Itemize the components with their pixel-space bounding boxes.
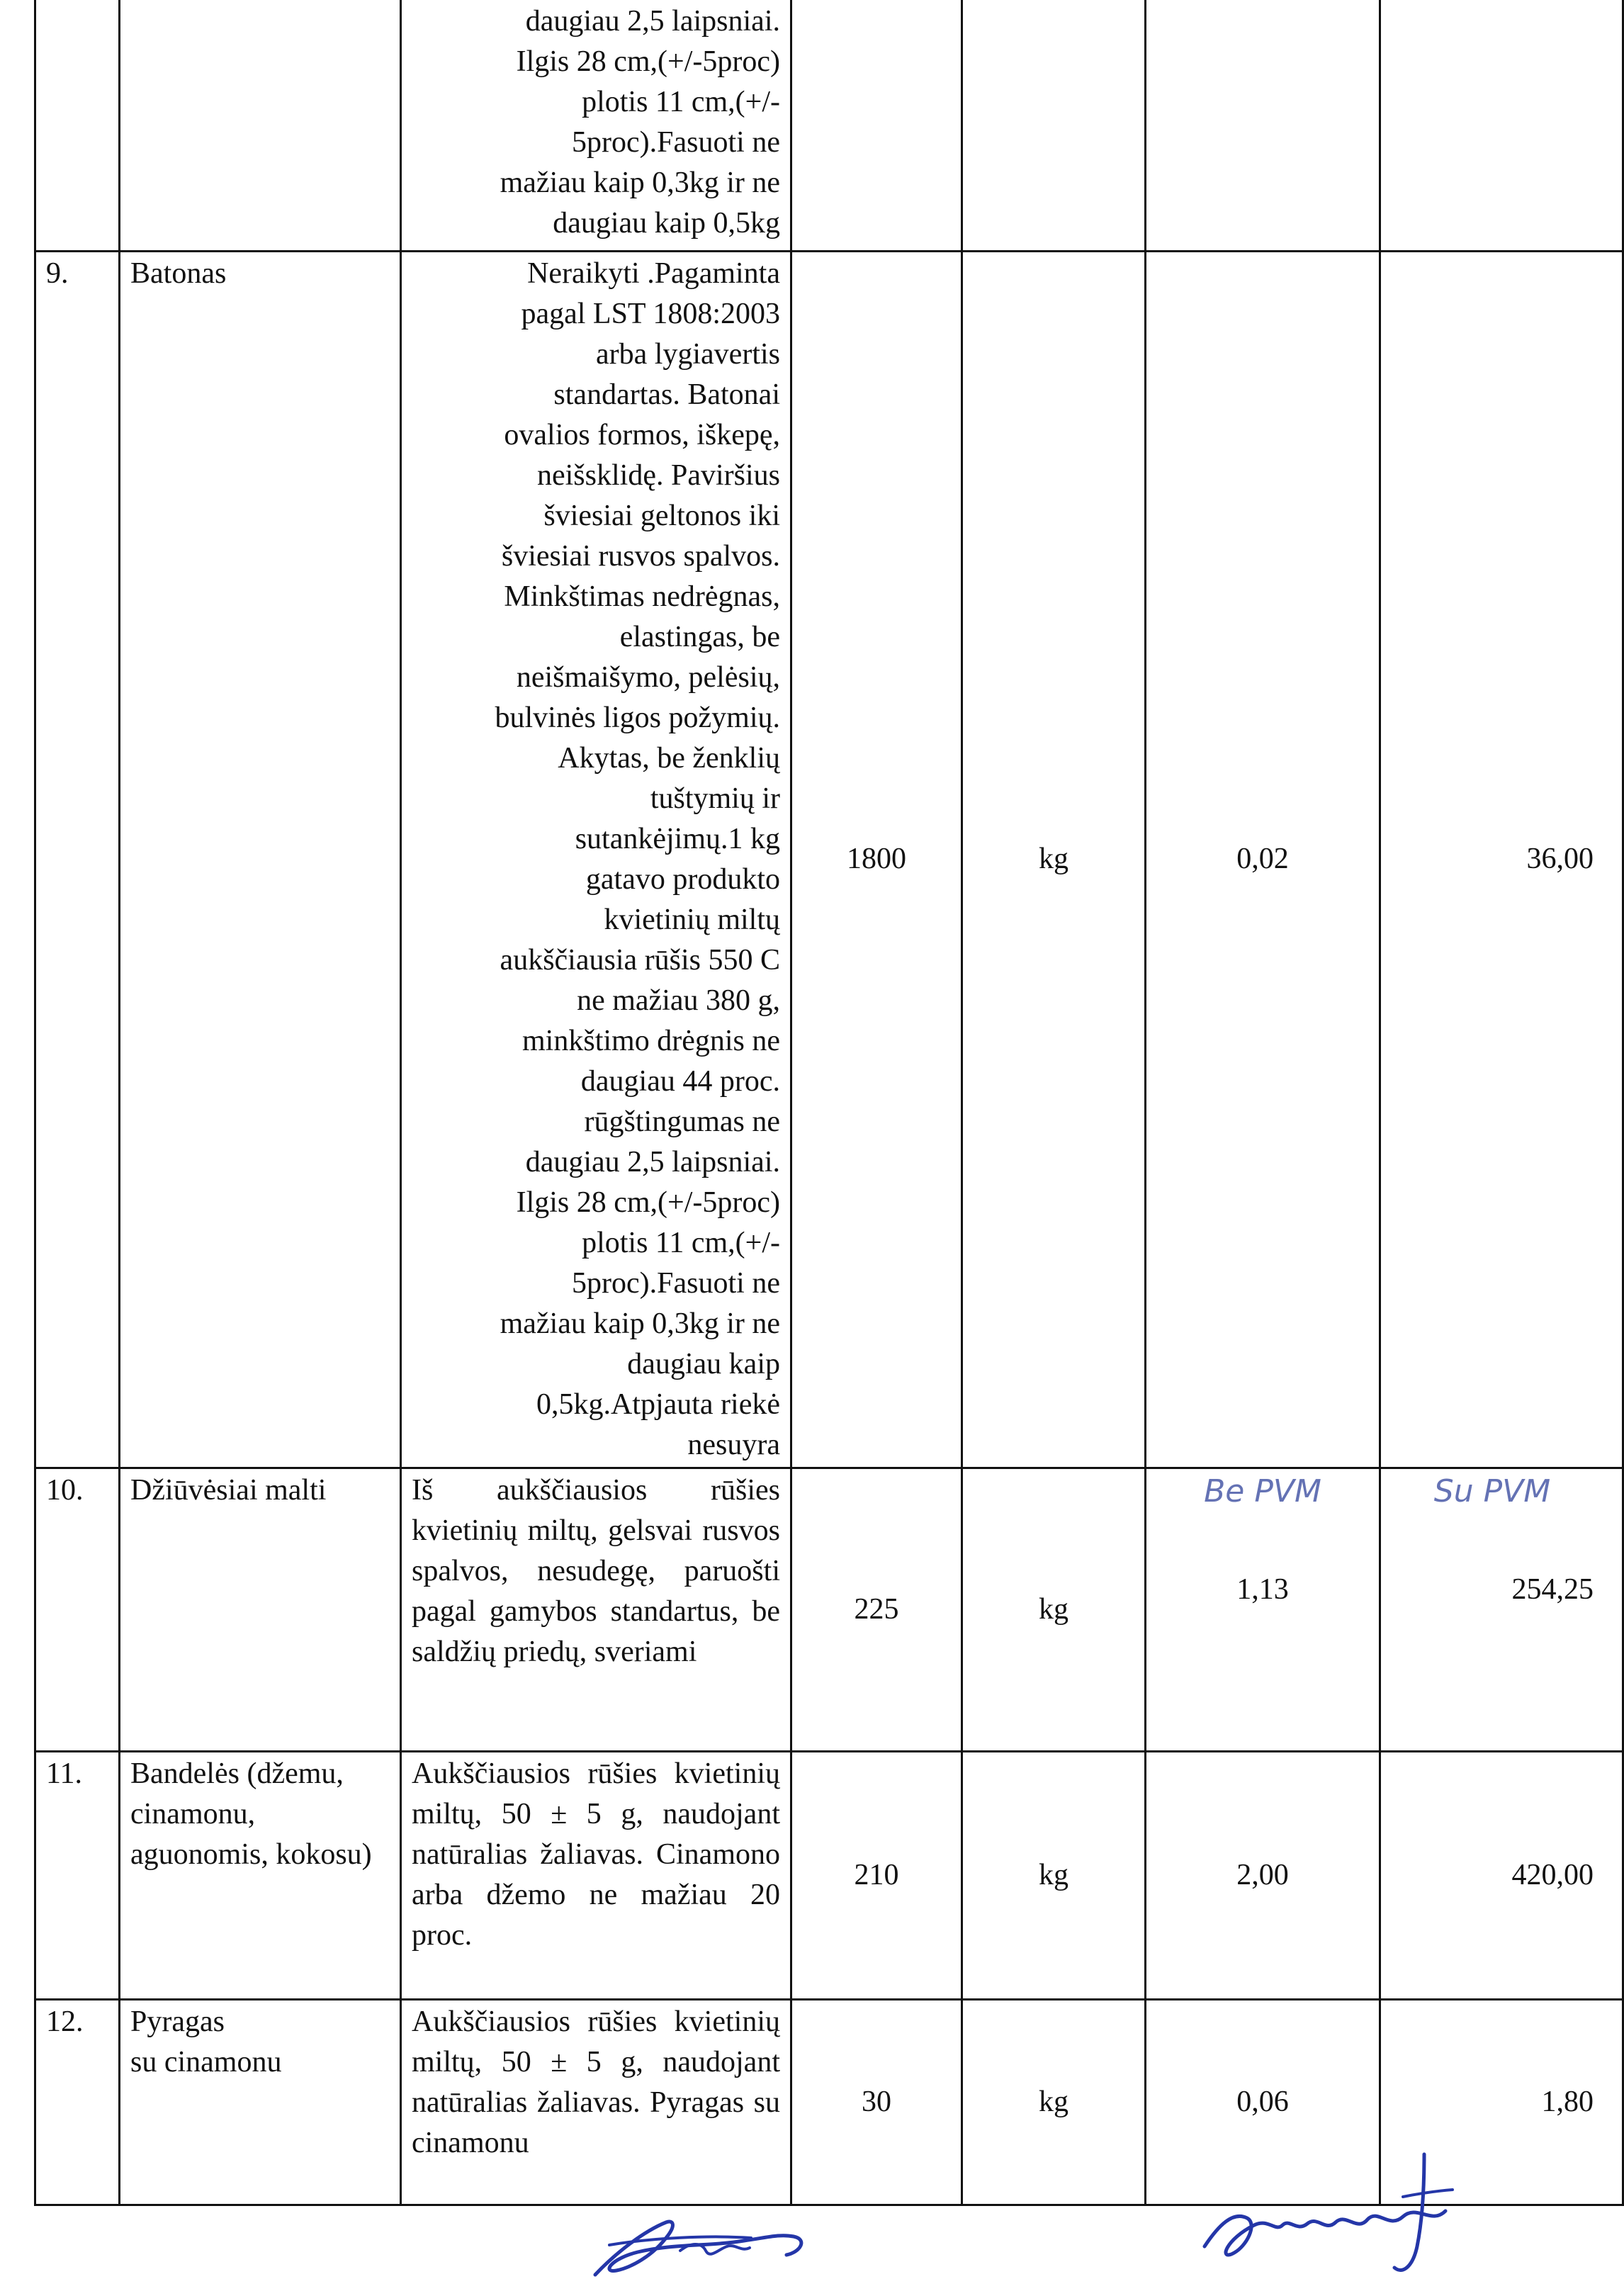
quantity: 30 [791,1999,962,2205]
row-number: 12. [35,1999,120,2205]
table-row [35,1751,1623,1999]
product-description: Iš aukščiausios rūšies kvietinių miltų, gelsvai rusvos spalvos, nesudegę, paruošti pagal gamybos standartus, be saldžių priedų, sveriami [401,1468,791,1751]
unit: kg [962,1751,1146,1999]
product-description: daugiau 2,5 laipsniai. Ilgis 28 cm,(+/-5proc) plotis 11 cm,(+/- 5proc).Fasuoti ne mažiau kaip 0,3kg ir ne daugiau kaip 0,5kg [401,0,791,251]
table-row [35,1468,1623,1751]
total-price-cell [1380,1468,1623,1751]
quantity: 210 [791,1751,962,1999]
signature-right [1190,2140,1467,2279]
row-number [35,0,120,251]
product-description: Aukščiausios rūšies kvietinių miltų, 50 ± 5 g, naudojant natūralias žaliavas. Cinamono arba džemo ne mažiau 20 proc. [401,1751,791,1999]
signature-left [567,2210,850,2279]
total-price: 420,00 [1380,1751,1623,1999]
handwritten-note-without-vat: Be PVM [1204,1473,1321,1509]
quantity [791,0,962,251]
unit-price: 0,06 [1146,1999,1380,2205]
table-row [35,251,1623,1468]
unit-price-cell [1146,1468,1380,1751]
unit-price: 2,00 [1146,1751,1380,1999]
unit-price [1146,0,1380,251]
product-description: Aukščiausios rūšies kvietinių miltų, 50 ± 5 g, naudojant natūralias žaliavas. Pyragas su cinamonu [401,1999,791,2205]
product-name: Bandelės (džemu, cinamonu, aguonomis, kokosu) [120,1751,401,1999]
handwritten-note-with-vat: Su PVM [1433,1473,1551,1509]
total-price: 1,80 [1380,1999,1623,2205]
unit: kg [962,251,1146,1468]
unit-price: 1,13 [1236,1572,1289,1606]
unit: kg [962,1468,1146,1751]
product-name: Džiūvėsiai malti [120,1468,401,1751]
total-price [1380,0,1623,251]
unit-price: 0,02 [1146,251,1380,1468]
product-name: Pyragas su cinamonu [120,1999,401,2205]
product-description: Neraikyti .Pagaminta pagal LST 1808:2003 arba lygiavertis standartas. Batonai ovalios formos, iškepę, neišsklidę. Paviršius šviesiai geltonos iki šviesiai rusvos spalvos. Minkštimas nedrėgnas, elastingas, be neišmaišymo, pelėsių, bulvinės ligos požymių. Akytas, be ženklių tuštymių ir sutankėjimų.1 kg gatavo produkto kvietinių miltų aukščiausia rūšis 550 C ne mažiau 380 g, minkštimo drėgnis ne daugiau 44 proc. rūgštingumas ne daugiau 2,5 laipsniai. Ilgis 28 cm,(+/-5proc) plotis 11 cm,(+/- 5proc).Fasuoti ne mažiau kaip 0,3kg ir ne daugiau kaip 0,5kg.Atpjauta riekė nesuyra [401,251,791,1468]
price-table [34,0,1624,2206]
product-name: Batonas [120,251,401,1468]
quantity: 225 [791,1468,962,1751]
unit [962,0,1146,251]
row-number: 9. [35,251,120,1468]
total-price: 254,25 [1511,1572,1594,1606]
table-row [35,0,1623,251]
product-name [120,0,401,251]
quantity: 1800 [791,251,962,1468]
unit: kg [962,1999,1146,2205]
row-number: 11. [35,1751,120,1999]
total-price: 36,00 [1380,251,1623,1468]
row-number: 10. [35,1468,120,1751]
